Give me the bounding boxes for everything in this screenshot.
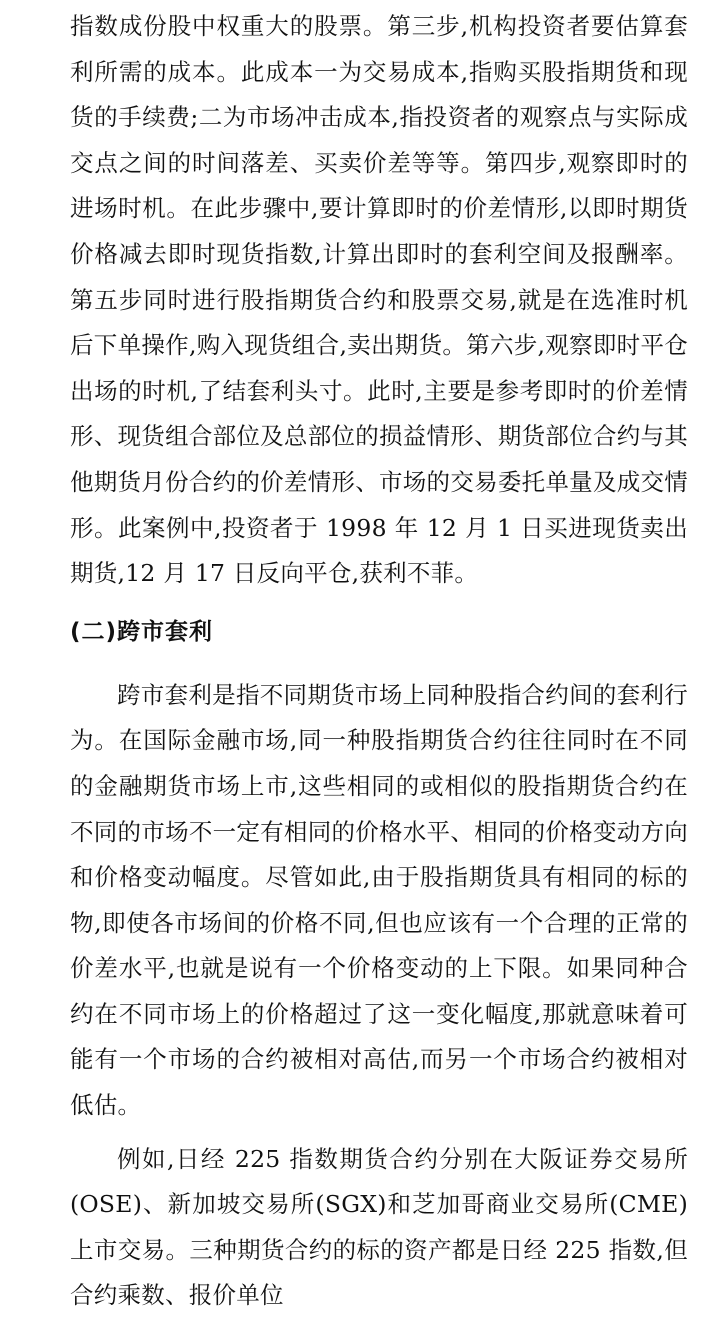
body-paragraph-1: 指数成份股中权重大的股票。第三步,机构投资者要估算套利所需的成本。此成本一为交易成本,指购买股指期货和现货的手续费;二为市场冲击成本,指投资者的观察点与实际成交点之间的时间落差、买卖价差等等。第四步,观察即时的进场时机。在此步骤中,要计算即时的价差情形,以即时期货价格减去即时现货指数,计算出即时的套利空间及报酬率。第五步同时进行股指期货合约和股票交易,就是在选准时机后下单操作,购入现货组合,卖出期货。第六步,观察即时平仓出场的时机,了结套利头寸。此时,主要是参考即时的价差情形、现货组合部位及总部位的损益情形、期货部位合约与其他期货月份合约的价差情形、市场的交易委托单量及成交情形。此案例中,投资者于 1998 年 12 月 1 日买进现货卖出期货,12 月 17 日反向平仓,获利不菲。 xyxy=(70,12,688,588)
paragraph-gap xyxy=(70,1129,688,1137)
section-heading: (二)跨市套利 xyxy=(70,618,214,645)
body-paragraph-2: 跨市套利是指不同期货市场上同种股指合约间的套利行为。在国际金融市场,同一种股指期货合约往往同时在不同的金融期货市场上市,这些相同的或相似的股指期货合约在不同的市场不一定有相同的价格水平、相同的价格变动方向和价格变动幅度。尽管如此,由于股指期货具有相同的标的物,即使各市场间的价格不同,但也应该有一个合理的正常的价差水平,也就是说有一个价格变动的上下限。如果同种合约在不同市场上的价格超过了这一变化幅度,那就意味着可能有一个市场的合约被相对高估,而另一个市场合约被相对低估。 xyxy=(70,680,688,1120)
body-paragraph-3: 例如,日经 225 指数期货合约分别在大阪证券交易所(OSE)、新加坡交易所(SGX)和芝加哥商业交易所(CME)上市交易。三种期货合约的标的资产都是日经 225 指数,但合约乘数、报价单位 xyxy=(70,1144,688,1310)
